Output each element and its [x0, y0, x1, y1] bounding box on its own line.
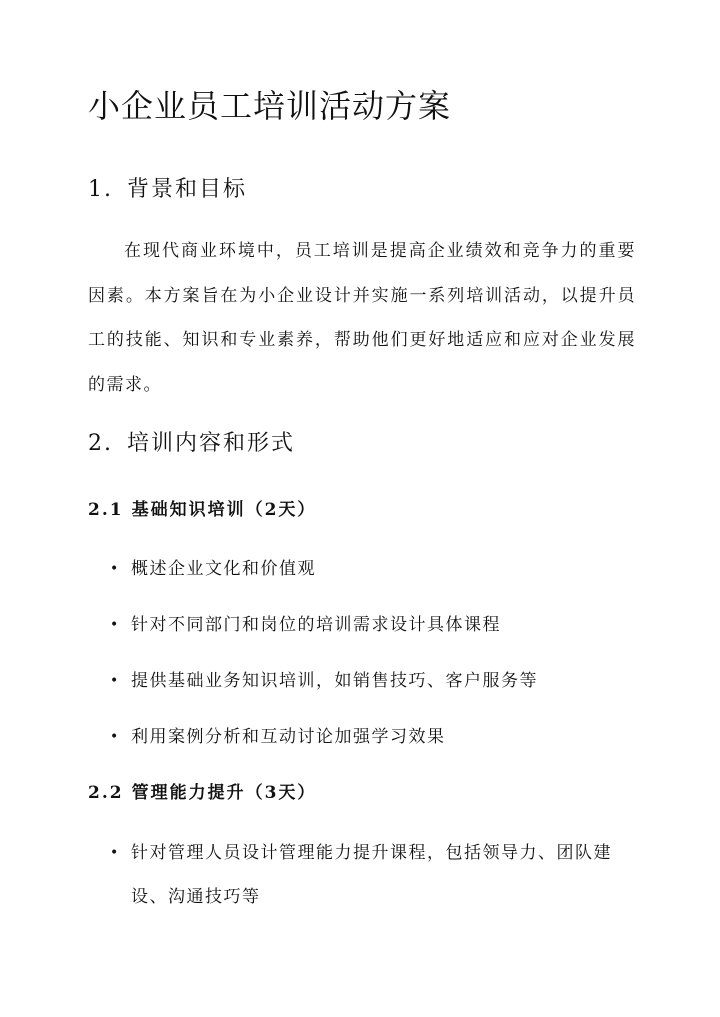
section-number: 1. — [88, 177, 113, 202]
subsection-number: 2.1 — [88, 500, 124, 520]
section-title: 背景和目标 — [127, 177, 248, 202]
list-item-text: 针对不同部门和岗位的培训需求设计具体课程 — [131, 615, 501, 635]
subsection-number: 2.2 — [88, 783, 124, 803]
section-1-heading — [88, 175, 247, 205]
bullet-icon: • — [110, 617, 120, 633]
subsection-title: 管理能力提升（3天） — [131, 783, 317, 803]
section-title: 培训内容和形式 — [127, 431, 296, 456]
subsection-2-2-heading — [88, 780, 316, 806]
list-item — [110, 831, 636, 919]
list-item-text: 提供基础业务知识培训，如销售技巧、客户服务等 — [131, 671, 538, 691]
subsection-2-1-heading — [88, 497, 316, 523]
background-paragraph: 在现代商业环境中，员工培训是提高企业绩效和竞争力的重要因素。本方案旨在为小企业设计并实施一系列培训活动，以提升员工的技能、知识和专业素养，帮助他们更好地适应和应对企业发展的需求。 — [88, 241, 636, 395]
bullet-icon: • — [110, 729, 120, 745]
list-item — [110, 603, 636, 647]
list-item-text: 概述企业文化和价值观 — [131, 559, 316, 579]
section-number: 2. — [88, 431, 113, 456]
list-item — [110, 547, 636, 591]
section-2-heading — [88, 429, 295, 459]
subsection-title: 基础知识培训（2天） — [131, 500, 317, 520]
document-title: 小企业员工培训活动方案 — [88, 87, 452, 125]
bullet-icon: • — [110, 561, 120, 577]
list-item-text: 针对管理人员设计管理能力提升课程，包括领导力、团队建设、沟通技巧等 — [131, 843, 612, 907]
list-item — [110, 715, 636, 759]
list-item-text: 利用案例分析和互动讨论加强学习效果 — [131, 727, 446, 747]
bullet-icon: • — [110, 673, 120, 689]
bullet-icon: • — [110, 845, 120, 861]
list-item — [110, 659, 636, 703]
